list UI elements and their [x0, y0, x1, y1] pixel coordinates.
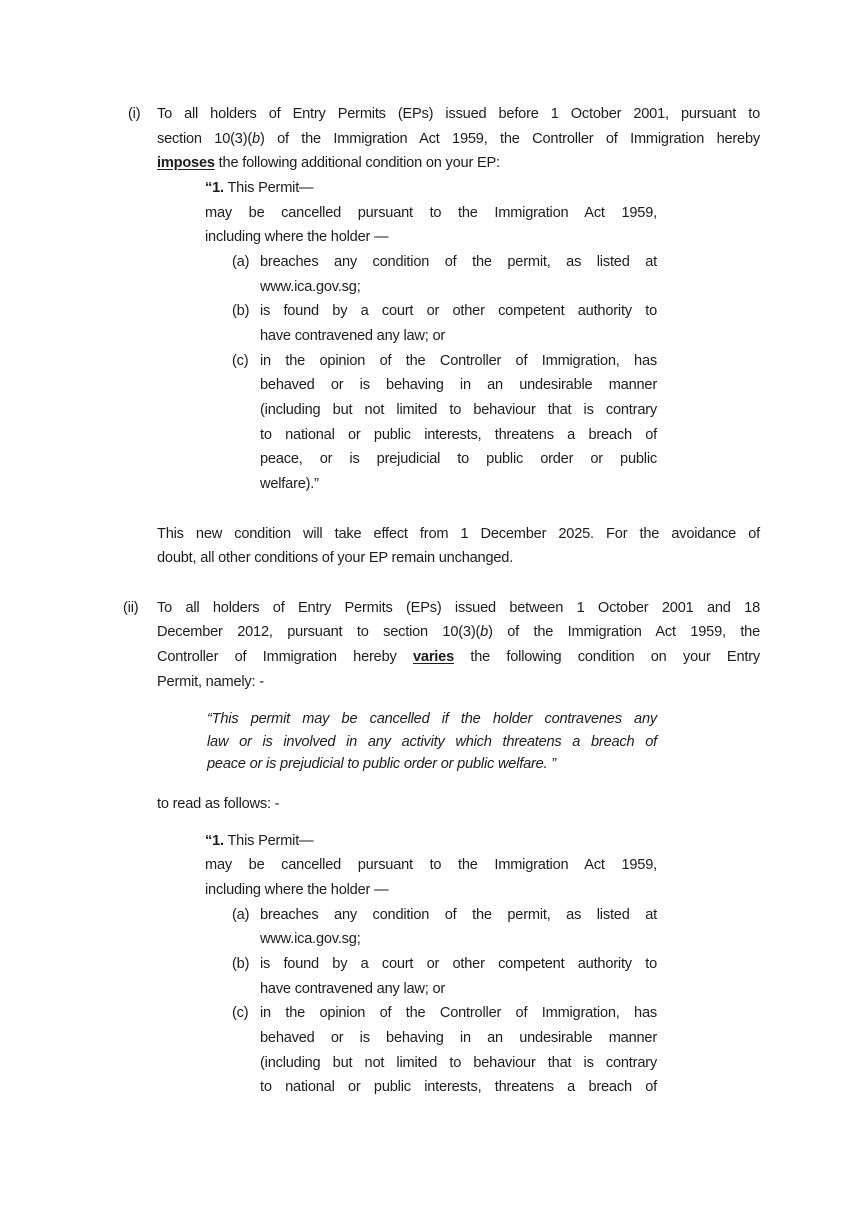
clause-item-b [232, 299, 657, 348]
url-text: www.ica.gov.sg; [260, 278, 361, 295]
clause-item-a [232, 903, 657, 952]
paragraph-line [157, 127, 760, 152]
url-text: www.ica.gov.sg; [260, 931, 361, 948]
clause-heading-line [205, 176, 657, 201]
paragraph-line: doubt, all other conditions of your EP remain unchanged. [157, 550, 514, 567]
item-line: is found by a court or other competent authority to [260, 303, 657, 320]
paragraph-line [157, 151, 760, 176]
paragraph-line [157, 645, 760, 670]
quoted-permit-clause [205, 176, 657, 497]
item-line: breaches any condition of the permit, as listed at [260, 906, 657, 923]
text-run: the following condition on your Entry [453, 649, 760, 666]
old-condition-line: “This permit may be cancelled if the holder contravenes any [207, 711, 657, 728]
effect-paragraph [157, 522, 760, 571]
text-run: This Permit— [223, 832, 314, 849]
clause-item-b [232, 952, 657, 1001]
item-line: in the opinion of the Controller of Immigration, has [260, 1005, 657, 1022]
item-line: to national or public interests, threatens a breach of [260, 426, 657, 443]
clause-line: including where the holder — [205, 229, 389, 246]
text-run: section 10(3)( [157, 130, 253, 147]
section-i-list-marker: (i) [128, 106, 141, 122]
clause-item-c [232, 349, 657, 497]
item-line: peace, or is prejudicial to public order or public [260, 451, 657, 468]
paragraph-line: To all holders of Entry Permits (EPs) issued between 1 October 2001 and 18 [157, 599, 760, 616]
text-run: December 2012, pursuant to section 10(3)( [157, 624, 481, 641]
item-line: (including but not limited to behaviour that is contrary [260, 401, 657, 418]
text-run: This Permit— [223, 179, 314, 196]
text-run: ) of the Immigration Act 1959, the [488, 624, 761, 641]
section-i [128, 102, 760, 497]
item-line: have contravened any law; or [260, 980, 446, 997]
clause-number: “1. [205, 832, 224, 849]
clause-line: may be cancelled pursuant to the Immigration Act 1959, [205, 204, 657, 221]
item-line: to national or public interests, threatens a breach of [260, 1079, 657, 1096]
item-line: welfare).” [260, 475, 319, 492]
item-line: (including but not limited to behaviour that is contrary [260, 1054, 657, 1071]
old-condition-line: law or is involved in any activity which threatens a breach of [207, 733, 657, 750]
item-c-marker: (c) [232, 352, 249, 369]
varies-emphasis: varies [412, 649, 454, 666]
item-a-marker: (a) [232, 906, 250, 923]
quoted-permit-clause-revised [205, 829, 657, 1100]
item-line: is found by a court or other competent authority to [260, 955, 657, 972]
italic-statute-letter: b [252, 130, 260, 147]
paragraph-line: Permit, namely: - [157, 673, 264, 690]
clause-item-a [232, 250, 657, 299]
italic-statute-letter: b [480, 624, 489, 641]
item-line: behaved or is behaving in an undesirable manner [260, 377, 657, 394]
quoted-old-condition [207, 708, 657, 776]
item-a-marker: (a) [232, 253, 250, 270]
paragraph-line: To all holders of Entry Permits (EPs) issued before 1 October 2001, pursuant to [157, 106, 760, 122]
item-line: in the opinion of the Controller of Immigration, has [260, 352, 657, 369]
item-b-marker: (b) [232, 955, 250, 972]
item-line: have contravened any law; or [260, 327, 446, 344]
item-line: behaved or is behaving in an undesirable manner [260, 1029, 657, 1046]
clause-number: “1. [205, 179, 224, 196]
paragraph-line: This new condition will take effect from 1 December 2025. For the avoidance of [157, 525, 760, 542]
section-ii-list-marker: (ii) [123, 599, 139, 616]
read-as-follows-line: to read as follows: - [157, 795, 280, 812]
item-line: breaches any condition of the permit, as listed at [260, 253, 657, 270]
item-c-marker: (c) [232, 1005, 249, 1022]
clause-line: may be cancelled pursuant to the Immigration Act 1959, [205, 857, 657, 874]
paragraph-line [157, 620, 760, 645]
text-run: Controller of Immigration hereby [157, 649, 413, 666]
section-ii [123, 596, 761, 1100]
old-condition-line: peace or is prejudicial to public order or public welfare. ” [207, 756, 556, 773]
clause-line: including where the holder — [205, 881, 389, 898]
imposes-emphasis: imposes [157, 155, 215, 172]
clause-item-c-truncated [232, 1001, 657, 1100]
text-run: ) of the Immigration Act 1959, the Controller of Immigration hereby [259, 130, 760, 147]
text-run: the following additional condition on your EP: [214, 155, 500, 172]
item-b-marker: (b) [232, 303, 250, 320]
clause-heading-line [205, 829, 657, 854]
